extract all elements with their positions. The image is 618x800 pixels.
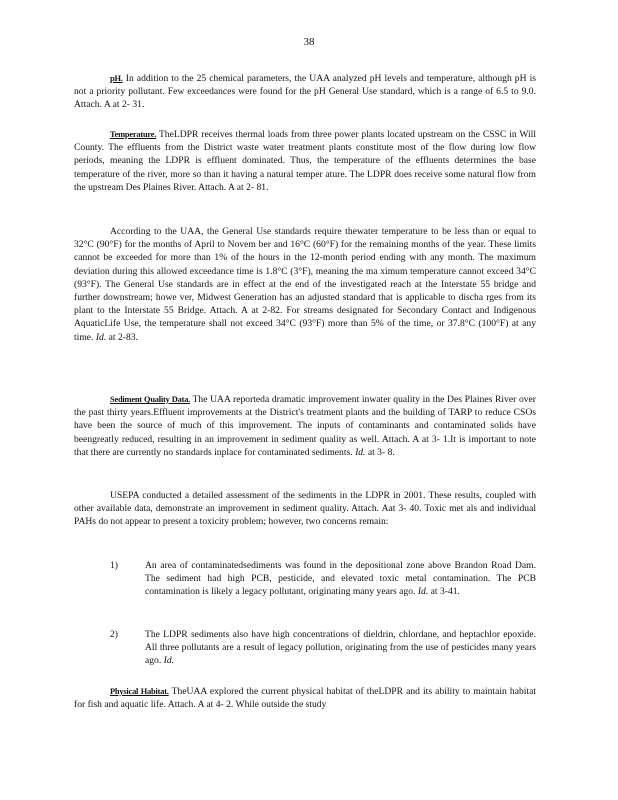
- list-item-number: 1): [110, 560, 118, 571]
- list-item-id-cite: Id.: [163, 655, 175, 667]
- ph-text: In addition to the 25 chemical parameters, the UAA analyzed pH levels and temperature, although pH is not a priority pollutant. Few exceedances were found for the pH General Use standard, which is a range of 6.5 to 9.0. Attach. A at 2- 31.: [74, 73, 536, 111]
- ph-paragraph: [74, 72, 536, 112]
- list-item-body: [145, 559, 536, 599]
- usepa-paragraph: [74, 489, 536, 529]
- list-item-text: An area of contaminatedsediments was found in the depositional zone above Brandon Road Dam. The sediment had high PCB, pesticide, and elevated toxic metal contamination. The PCB contamination is likely a legacy pollutant, originating many years ago.: [145, 560, 536, 598]
- temperature-heading: Temperature.: [110, 130, 157, 139]
- physical-habitat-text: TheUAA explored the current physical habitat of theLDPR and its ability to maintain habitat for fish and aquatic life. Attach. A at 4- 2. While outside the study: [74, 686, 536, 711]
- ph-heading: pH.: [110, 74, 123, 83]
- sediment-id-cite: Id.: [355, 446, 366, 458]
- temperature-text: TheLDPR receives thermal loads from three power plants located upstream on the CSSC in Will County. The effluents from the District waste water treatment plants constitute most of the flow during low flow periods, meaning the LDPR is effluent dominated. Thus, the temperature of the effluents determines the base temperature of the river, more so than it having a natural temper ature. The LDPR does receive some natural flow from the upstream Des Plaines River. Attach. A at 2- 81.: [74, 129, 536, 193]
- general-use-id-cite: Id.: [95, 331, 107, 343]
- list-item-text: The LDPR sediments also have high concentrations of dieldrin, chlordane, and heptachlor epoxide. All three pollutants are a result of legacy pollution, originating from the use of pesticides many years ago.: [145, 629, 536, 667]
- sediment-heading: Sediment Quality Data.: [110, 395, 191, 404]
- physical-habitat-heading: Physical Habitat.: [110, 687, 169, 696]
- sediment-paragraph: [74, 393, 536, 459]
- physical-habitat-paragraph: [74, 685, 536, 711]
- list-item-tail: at 3-41.: [430, 586, 460, 598]
- general-use-paragraph: [74, 225, 536, 344]
- general-use-tail: at 2-83.: [108, 331, 138, 343]
- general-use-text: According to the UAA, the General Use standards require thewater temperature to be less than or equal to 32°C (90°F) for the months of April to Novem ber and 16°C (60°F) for the remaining months of the year. These limits cannot be exceeded for more than 1% of the hours in the 12-month period ending with any month. The maximum deviation during this allowed exceedance time is 1.8°C (3°F), meaning the ma ximum temperature cannot exceed 34°C (93°F). The General Use standards are in effect at the end of the investigated reach at the Interstate 55 bridge and further downstream; howe ver, Midwest Generation has an adjusted standard that is applicable to discha rges from its plant to the Interstate 55 Bridge. Attach. A at 2-82. For streams designated for Secondary Contact and Indigenous AquaticLife Use, the temperature shall not exceed 34°C (93°F) more than 5% of the time, or 37.8°C (100°F) at any time.: [74, 226, 536, 343]
- list-item-id-cite: Id.: [417, 586, 429, 598]
- temperature-paragraph: [74, 128, 536, 194]
- sediment-tail: at 3- 8.: [367, 446, 395, 458]
- sediment-text: The UAA reporteda dramatic improvement inwater quality in the Des Plaines River over the past thirty years.Effluent improvements at the District's treatment plants and the building of TARP to reduce CSOs have been the source of much of this improvement. The inputs of contaminants and contaminated solids have beengreatly reduced, resulting in an improvement in sediment quality as well. Attach. A at 3- 1.It is important to note that there are currently no standards inplace for contaminated sediments.: [74, 394, 536, 458]
- usepa-text: USEPA conducted a detailed assessment of the sediments in the LDPR in 2001. These results, coupled with other available data, demonstrate an improvement in sediment quality. Attach. Aat 3- 40. Toxic met als and individual PAHs do not appear to present a toxicity problem; however, two concerns remain:: [74, 490, 536, 528]
- page-number: 38: [303, 36, 315, 48]
- list-item-body: [145, 628, 536, 668]
- list-item-number: 2): [110, 629, 118, 640]
